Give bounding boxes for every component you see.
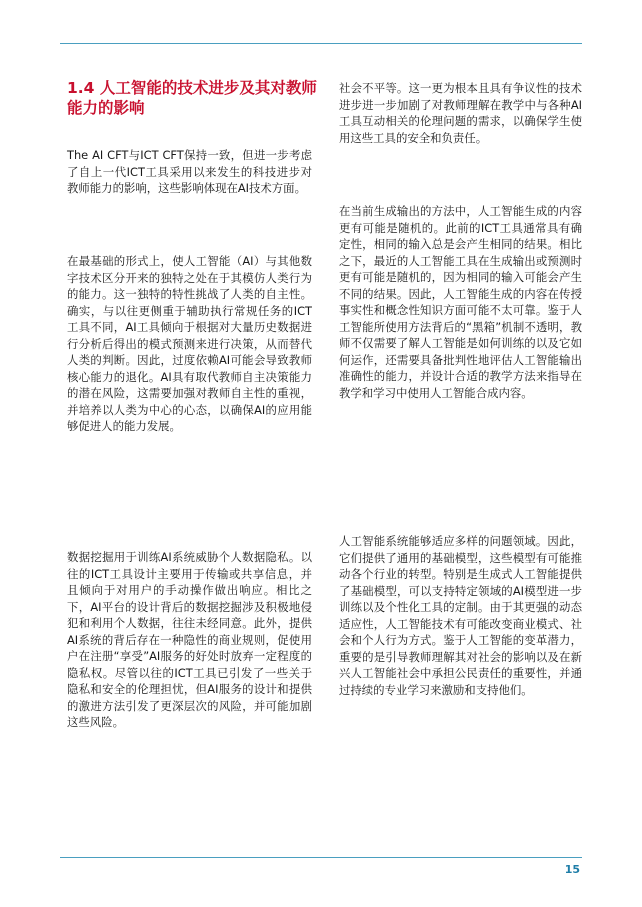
paragraph-foundation-models: 人工智能系统能够适应多样的问题领域。因此，它们提供了通用的基础模型，这些模型有可能推动各个行业的转型。特别是生成式人工智能提供了基础模型，可以支持特定领域的AI模型进一步训练以及个性化工具的定制。由于其更强的动态适应性，人工智能技术有可能改变商业模式、社会和个人行为方式。鉴于人工智能的变革潜力，重要的是引导教师理解其对社会的影响以及在新兴人工智能社会中承担公民责任的重要性，并通过持续的专业学习来激励和支持他们。	[339, 534, 582, 697]
paragraph-privacy: 数据挖掘用于训练AI系统威胁个人数据隐私。以往的ICT工具设计主要用于传输或共享信息，并且倾向于对用户的手动操作做出响应。相比之下，AI平台的设计背后的数据挖掘涉及积极地侵犯和利用个人数据，往往未经同意。此外，提供AI系统的背后存在一种隐性的商业规则，促使用户在注册“享受”AI服务的好处时放弃一定程度的隐私权。尽管以往的ICT工具已引发了一些关于隐私和安全的伦理担忧，但AI服务的设计和提供的激进方法引发了更深层次的风险，并可能加剧这些风险。	[67, 550, 312, 729]
page-number: 15	[564, 863, 580, 876]
paragraph-generative-output: 在当前生成输出的方法中，人工智能生成的内容更有可能是随机的。此前的ICT工具通常具有确定性，相同的输入总是会产生相同的结果。相比之下，最近的人工智能工具在生成输出或预测时更有可能是随机的，因为相同的输入可能会产生不同的结果。因此，人工智能生成的内容在传授事实性和概念性知识方面可能不太可靠。鉴于人工智能所使用方法背后的“黑箱”机制不透明，教师不仅需要了解人工智能是如何训练的以及它如何运作，还需要具备批判性地评估人工智能输出准确性的能力，并设计合适的教学方法来指导在教学和学习中使用人工智能合成内容。	[339, 204, 582, 400]
paragraph-social-inequality: 社会不平等。这一更为根本且具有争议性的技术进步进一步加剧了对教师理解在教学中与各种AI工具互动相关的伦理问题的需求，以确保学生使用这些工具的安全和负责任。	[339, 81, 582, 145]
paragraph-autonomy: 在最基础的形式上，使人工智能（AI）与其他数字技术区分开来的独特之处在于其模仿人类行为的能力。这一独特的特性挑战了人类的自主性。确实，与以往更侧重于辅助执行常规任务的ICT工具不同，AI工具倾向于根据对大量历史数据进行分析后得出的模式预测来进行决策，从而替代人类的判断。因此，过度依赖AI可能会导致教师核心能力的退化。AI具有取代教师自主决策能力的潜在风险，这需要加强对教师自主性的重视，并培养以人类为中心的心态，以确保AI的应用能够促进人的能力发展。	[67, 254, 312, 433]
top-rule	[60, 43, 582, 44]
bottom-rule	[60, 857, 582, 858]
section-heading: 1.4 人工智能的技术进步及其对教师能力的影响	[67, 79, 317, 117]
paragraph-intro: The AI CFT与ICT CFT保持一致，但进一步考虑了自上一代ICT工具采用以来发生的科技进步对教师能力的影响，这些影响体现在AI技术方面。	[67, 148, 312, 195]
